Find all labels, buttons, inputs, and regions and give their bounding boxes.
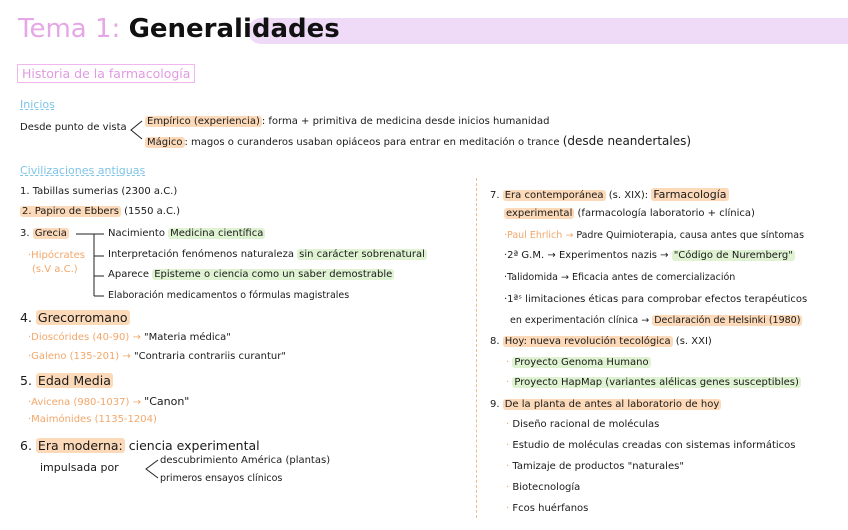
item1-date: (2300 a.C.) bbox=[121, 186, 178, 197]
gm-line bbox=[504, 250, 795, 261]
grecia-line-3 bbox=[108, 269, 394, 280]
avicena-text: "Canon" bbox=[144, 395, 190, 408]
g2-pre: Interpretación fenómenos naturaleza bbox=[108, 249, 294, 260]
item4-num: 4. bbox=[20, 310, 32, 325]
g1-hl: Medicina científica bbox=[170, 228, 264, 239]
item6-num: 6. bbox=[20, 438, 32, 453]
dioscorides: ·Dioscórides (40-90) bbox=[28, 332, 130, 343]
impulsada-1: descubrimiento América (plantas) bbox=[160, 455, 331, 466]
item7-hl2: experimental bbox=[506, 208, 573, 219]
item8-label: Hoy: nueva revolución tecológica bbox=[504, 336, 671, 347]
gm-code: "Código de Nuremberg" bbox=[673, 250, 793, 261]
tema-label: Tema 1 bbox=[18, 14, 112, 44]
civ-item-5 bbox=[20, 373, 113, 388]
impulsada-2: primeros ensayos clínicos bbox=[160, 473, 283, 484]
bullet: · bbox=[506, 482, 510, 493]
hapmap: Proyecto HapMap (variantes alélicas genes susceptibles) bbox=[514, 377, 799, 388]
genoma: Proyecto Genoma Humano bbox=[514, 357, 649, 368]
galeno: ·Galeno (135-201) bbox=[28, 351, 120, 362]
bullet: · bbox=[506, 419, 510, 430]
g3-hl: Episteme o ciencia como un saber demostrable bbox=[154, 269, 393, 280]
item7-label: Era contemporánea bbox=[504, 190, 604, 201]
item9-num: 9. bbox=[490, 399, 500, 410]
inicios-brace bbox=[128, 118, 144, 142]
magico-label: Mágico bbox=[147, 137, 183, 148]
civ-item-6 bbox=[20, 438, 260, 453]
grecia-line-2 bbox=[108, 249, 427, 260]
maimonides: ·Maimónides (1135-1204) bbox=[28, 414, 157, 425]
b4: Biotecnología bbox=[512, 482, 581, 493]
helsinki: Declaración de Helsinki (1980) bbox=[654, 315, 801, 326]
avicena: ·Avicena (980-1037) bbox=[28, 397, 130, 408]
item5-num: 5. bbox=[20, 373, 32, 388]
ehrlich-line bbox=[504, 230, 804, 241]
hapmap-line bbox=[506, 377, 801, 388]
g3-pre: Aparece bbox=[108, 269, 150, 280]
genoma-line bbox=[506, 357, 651, 368]
avicena-line bbox=[28, 395, 189, 408]
magico-text: : magos o curanderos usaban opiáceos para entrar en meditación o trance bbox=[184, 137, 560, 148]
arrow-icon: → bbox=[122, 351, 131, 362]
talidomida-text: Eficacia antes de comercialización bbox=[571, 272, 736, 283]
title-text: Generalidades bbox=[128, 14, 340, 44]
item7-date: (s. XIX): bbox=[608, 190, 649, 201]
arrow-icon: → bbox=[641, 315, 650, 326]
item2-date: (1550 a.C.) bbox=[124, 206, 181, 217]
bullet: · bbox=[506, 461, 510, 472]
item4-label: Grecorromano bbox=[37, 310, 128, 325]
gm-text: Experimentos nazis bbox=[558, 250, 657, 261]
item7-text: (farmacología laboratorio + clínica) bbox=[577, 208, 755, 219]
hipocrates-date: (s.V a.C.) bbox=[32, 264, 78, 275]
b1: Diseño racional de moléculas bbox=[512, 419, 660, 430]
g1-pre: Nacimiento bbox=[108, 228, 165, 239]
ehrlich: ·Paul Ehrlich bbox=[504, 230, 563, 241]
item-9 bbox=[490, 399, 721, 410]
dioscorides-text: "Materia médica" bbox=[144, 332, 231, 343]
impulsada-brace bbox=[142, 456, 160, 482]
civ-item-3 bbox=[20, 228, 69, 239]
arrow-icon: → bbox=[565, 230, 574, 241]
bullet: · bbox=[506, 357, 510, 368]
tema-colon: : bbox=[111, 14, 121, 44]
bullet: · bbox=[506, 377, 510, 388]
inicios-lead: Desde punto de vista bbox=[20, 122, 127, 133]
item1-label: 1. Tabillas sumerias bbox=[20, 186, 119, 197]
item8-date: (s. XXI) bbox=[675, 336, 712, 347]
empirico-label: Empírico (experiencia) bbox=[147, 116, 260, 127]
inicios-empirico bbox=[145, 116, 549, 127]
talidomida-line bbox=[504, 272, 735, 283]
b2-line bbox=[506, 440, 795, 451]
gm: ·2ª G.M. bbox=[504, 250, 545, 261]
arrow-icon: → bbox=[547, 250, 556, 261]
galeno-line bbox=[28, 351, 286, 362]
item-8 bbox=[490, 336, 712, 347]
arrow-icon: → bbox=[560, 272, 569, 283]
page-title bbox=[18, 14, 340, 44]
item8-num: 8. bbox=[490, 336, 500, 347]
item7-num: 7. bbox=[490, 190, 500, 201]
b3-line bbox=[506, 461, 684, 472]
civ-item-4 bbox=[20, 310, 130, 325]
arrow-icon: → bbox=[132, 397, 141, 408]
b5: Fcos huérfanos bbox=[512, 503, 589, 514]
magico-tail: (desde neandertales) bbox=[562, 134, 692, 148]
b1-line bbox=[506, 419, 659, 430]
hipocrates: ·Hipócrates bbox=[28, 250, 85, 261]
civ-item-1 bbox=[20, 186, 177, 197]
dioscorides-line bbox=[28, 332, 231, 343]
section-box: Historia de la farmacología bbox=[17, 64, 195, 83]
bullet: · bbox=[506, 503, 510, 514]
item9-label: De la planta de antes al laboratorio de hoy bbox=[504, 399, 720, 410]
arrow-icon: → bbox=[660, 250, 669, 261]
b4-line bbox=[506, 482, 580, 493]
item-7 bbox=[490, 188, 729, 201]
item5-label: Edad Media bbox=[37, 373, 111, 388]
item6-text: ciencia experimental bbox=[128, 438, 260, 453]
limit-line-2 bbox=[510, 315, 802, 326]
limit2: en experimentación clínica bbox=[510, 315, 639, 326]
civ-item-2 bbox=[20, 206, 180, 217]
column-divider bbox=[476, 178, 477, 518]
galeno-text: "Contraria contrariis curantur" bbox=[133, 351, 286, 362]
inicios-magico bbox=[145, 134, 691, 148]
talidomida: ·Talidomida bbox=[504, 272, 558, 283]
item7-hl: Farmacología bbox=[653, 188, 727, 201]
empirico-text: : forma + primitiva de medicina desde inicios humanidad bbox=[261, 116, 550, 127]
grecia-line-4: Elaboración medicamentos o fórmulas magistrales bbox=[108, 290, 350, 301]
item-7-line2 bbox=[504, 208, 755, 219]
item2-label: 2. Papiro de Ebbers bbox=[22, 206, 119, 217]
arrow-icon: → bbox=[132, 332, 141, 343]
civ-heading: Civilizaciones antiguas bbox=[20, 164, 146, 177]
item6-label: Era moderna: bbox=[37, 438, 123, 453]
inicios-heading: Inicios bbox=[20, 98, 55, 111]
item3-label: Grecia bbox=[34, 228, 67, 239]
item3-num: 3. bbox=[20, 228, 30, 239]
bullet: · bbox=[506, 440, 510, 451]
limit-line-1: ·1ªˢ limitaciones éticas para comprobar efectos terapéuticos bbox=[504, 294, 808, 305]
grecia-line-1 bbox=[108, 228, 265, 239]
grecia-tree bbox=[76, 226, 106, 302]
b3: Tamizaje de productos "naturales" bbox=[512, 461, 684, 472]
b5-line bbox=[506, 503, 588, 514]
b2: Estudio de moléculas creadas con sistemas informáticos bbox=[512, 440, 796, 451]
impulsada: impulsada por bbox=[40, 461, 119, 474]
g2-hl: sin carácter sobrenatural bbox=[299, 249, 425, 260]
ehrlich-text: Padre Quimioterapia, causa antes que síntomas bbox=[576, 230, 805, 241]
